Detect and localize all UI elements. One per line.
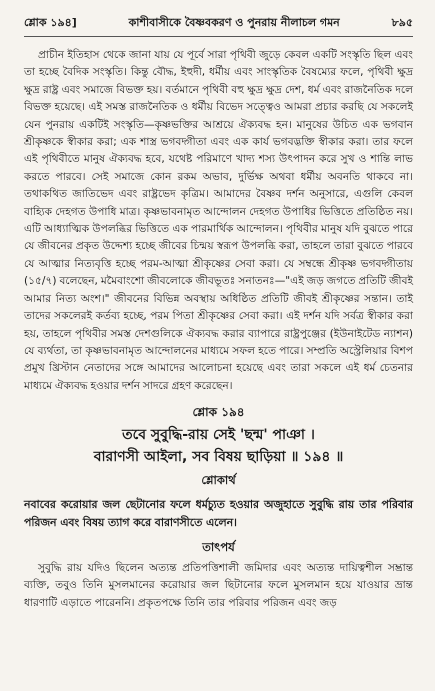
running-header [24,14,413,37]
verse-title: শ্লোক ১৯৪ [192,405,245,420]
translation-heading: শ্লোকার্থ [201,473,236,488]
translation-text: নবাবের করোয়ার জল ছেটানোর ফলে ধর্মচ্যুত হওয়ার অজুহাতে সুবুদ্ধি রায় তার পরিবার পরিজন এবং বিষয় ত্যাগ করে বারাণসীতে এলেন। [24,498,413,529]
purport-text: সুবুদ্ধি রায় যদিও ছিলেন অত্যন্ত প্রতিপত্তিশালী জমিদার এবং অত্যন্ত দায়িত্বশীল সম্ভ্রান্ত ব্যক্তি, তবুও তিনি মুসলমানের করোয়ার জল ছিটানোর ফলে মুসলমান হয়ে যাওয়ার ভ্রান্ত ধারণাটি এড়াতে পারেননি। প্রকৃতপক্ষে তিনি তার পরিবার পরিজন এবং জড় [24,561,413,609]
page-number: ৮৯৫ [391,16,413,29]
header-verse-ref: শ্লোক ১৯৪] [24,16,77,29]
header-chapter-title: কাশীবাসীকে বৈষ্ণবকরণ ও পুনরায় নীলাচল গমন [128,16,340,29]
purport-heading: তাৎপর্য [202,539,235,554]
body-paragraph: প্রাচীন ইতিহাস থেকে জানা যায় যে পূর্বে সারা পৃথিবী জুড়ে কেবল একটি সংস্কৃতি ছিল এবং তা হচ্ছে বৈদিক সংস্কৃতি। কিন্তু বৌদ্ধ, ইহুদী, ধর্মীয় এবং সাংস্কৃতিক বৈষম্যের ফলে, পৃথিবী ক্ষুদ্র ক্ষুদ্র রাষ্ট্র এবং সমাজে বিভক্ত হয়। বর্তমানে পৃথিবী বহু ক্ষুদ্র ক্ষুদ্র দেশ, ধর্ম এবং রাজনৈতিক দলে বিভক্ত হয়েছে। এই সমস্ত রাজনৈতিক ও ধর্মীয় বিভেদ সত্ত্বেও আমরা প্রচার করছি যে সকলেই যেন পুনরায় একটিই সংস্কৃতি—কৃষ্ণভক্তির আশ্রয়ে ঐক্যবদ্ধ হন। মানুষের উচিত এক ভগবান শ্রীকৃষ্ণকে স্বীকার করা; এক শাস্ত্র ভগবদ্গীতা এবং এক কার্য ভগবদ্ভক্তি স্বীকার করা। তার ফলে এই পৃথিবীতে মানুষ ঐক্যবদ্ধ হবে, যথেষ্ট পরিমাণে খাদ্য শস্য উৎপাদন করে সুখ ও শান্তি লাভ করতে পারবে। সেই সমাজে কোন রকম অভাব, দুর্ভিক্ষ অথবা ধর্মীয় অবনতি থাকবে না। তথাকথিত জাতিভেদ এবং রাষ্ট্রভেদ কৃত্রিম। আমাদের বৈষ্ণব দর্শন অনুসারে, এগুলি কেবল বাহ্যিক দেহগত উপাধি মাত্র। কৃষ্ণভাবনামৃত আন্দোলন দেহগত উপাধির ভিত্তিতে প্রতিষ্ঠিত নয়। এটি আধ্যাত্মিক উপলব্ধির ভিত্তিতে এক পারমার্থিক আন্দোলন। পৃথিবীর মানুষ যদি বুঝতে পারে যে জীবনের প্রকৃত উদ্দেশ্য হচ্ছে জীবের চিন্ময় স্বরূপ উপলব্ধি করা, তাহলে তারা বুঝতে পারবে যে আত্মার নিত্যবৃত্তি হচ্ছে পরম-আত্মা শ্রীকৃষ্ণের সেবা করা। যে সম্বন্ধে শ্রীকৃষ্ণ ভগবদ্গীতায় (১৫/৭) বলেছেন, মমৈবাংশো জীবলোকে জীবভূতঃ সনাতনঃ—"এই জড় জগতে প্রতিটি জীবই আমার নিত্য অংশ।" জীবনের বিভিন্ন অবস্থায় অধিষ্ঠিত প্রতিটি জীবই শ্রীকৃষ্ণের সন্তান। তাই তাদের সকলেরই কর্তব্য হচ্ছে, পরম পিতা শ্রীকৃষ্ণের সেবা করা। এই দর্শন যদি সর্বত্র স্বীকার করা হয়, তাহলে পৃথিবীর সমস্ত দেশগুলিকে ঐক্যবদ্ধ করার ব্যাপারে রাষ্ট্রপুঞ্জের (ইউনাইটেড ন্যাশন) যে ব্যর্থতা, তা কৃষ্ণভাবনামৃত আন্দোলনের মাধ্যমে সফল হতে পারে। সম্প্রতি অস্ট্রেলিয়ার বিশপ প্রমুখ খ্রিস্টান নেতাদের সঙ্গে আমাদের আলোচনা হয়েছে এবং তারা সকলে এই ধর্ম চেতনার মাধ্যমে ঐক্যবদ্ধ হওয়ার দর্শন সাদরে গ্রহণ করেছেন। [24,49,413,392]
verse-line-1: তবে সুবুদ্ধি-রায় সেই 'ছন্ম' পাঞা । [122,427,315,444]
verse-line-2: বারাণসী আইলা, সব বিষয় ছাড়িয়া ॥ ১৯৪ ॥ [93,449,344,466]
